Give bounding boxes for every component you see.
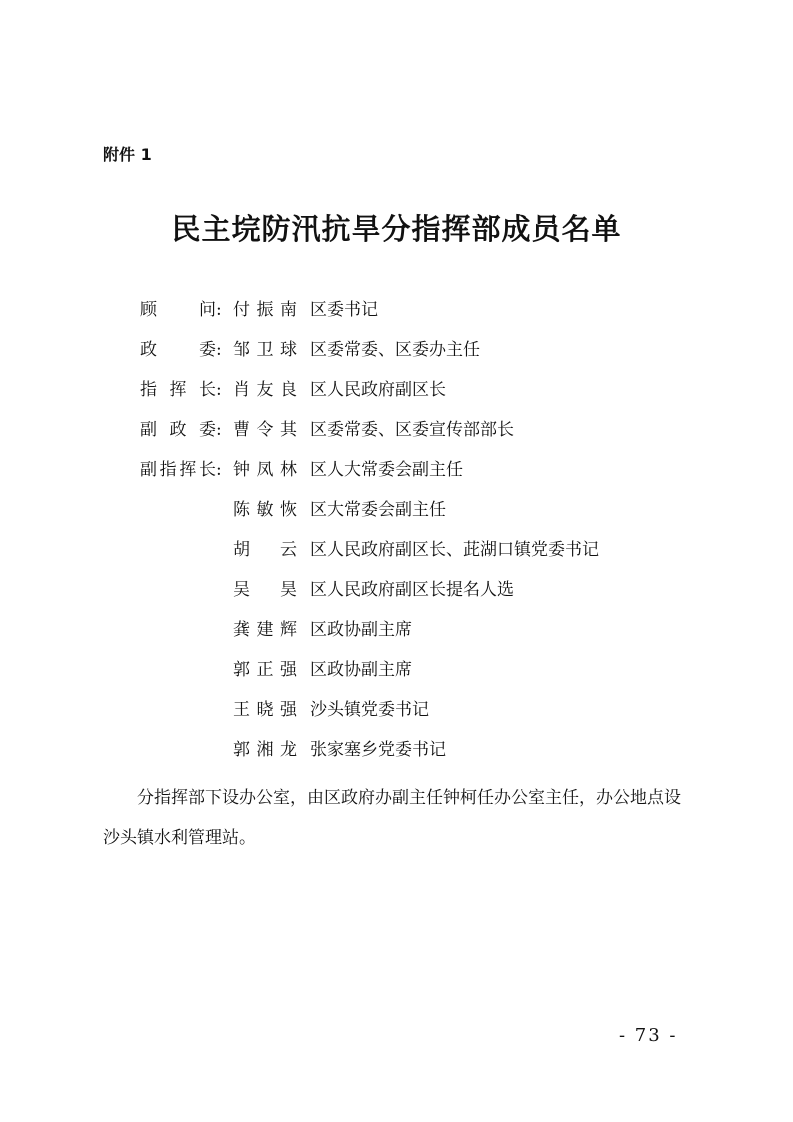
member-role: 副指挥长: [140,460,222,480]
member-row [140,657,700,697]
member-row [140,617,700,657]
member-name: 胡云 [233,540,297,560]
member-row [140,737,700,777]
member-name: 郭湘龙 [233,740,297,760]
member-name: 陈敏恢 [233,500,297,520]
member-role [140,657,232,683]
member-post: 区政协副主席 [310,620,412,640]
member-role [140,737,232,763]
member-role [140,497,232,523]
member-name: 钟凤林 [233,460,297,480]
member-post: 区大常委会副主任 [310,500,446,520]
member-role: 副政委: [140,420,222,440]
member-role: 指挥长: [140,380,222,400]
page-number: - 73 - [619,1025,678,1046]
member-name: 肖友良 [233,380,297,400]
member-name: 龚建辉 [233,620,297,640]
member-post: 区委书记 [310,300,378,320]
member-role: 顾问: [140,300,222,320]
member-name: 吴昊 [233,580,297,600]
member-row [140,697,700,737]
member-name: 曹令其 [233,420,297,440]
member-name: 王晓强 [233,700,297,720]
member-post: 区人民政府副区长提名人选 [310,580,514,600]
member-name: 郭正强 [233,660,297,680]
member-role [140,617,232,643]
member-post: 区委常委、区委办主任 [310,340,480,360]
member-row [140,577,700,617]
member-post: 区人民政府副区长、茈湖口镇党委书记 [310,540,599,560]
member-row [140,417,700,457]
member-role [140,697,232,723]
member-post: 区委常委、区委宣传部部长 [310,420,514,440]
office-note: 分指挥部下设办公室，由区政府办副主任钟柯任办公室主任，办公地点设沙头镇水利管理站。 [103,788,681,848]
member-row [140,537,700,577]
member-role [140,577,232,603]
member-row [140,497,700,537]
member-role [140,537,232,563]
member-name: 邹卫球 [233,340,297,360]
member-row [140,297,700,337]
member-post: 区人民政府副区长 [310,380,446,400]
member-post: 区政协副主席 [310,660,412,680]
member-post: 张家塞乡党委书记 [310,740,446,760]
member-role: 政委: [140,340,222,360]
member-row [140,377,700,417]
member-post: 沙头镇党委书记 [310,700,429,720]
attachment-label: 附件 1 [103,145,152,164]
member-post: 区人大常委会副主任 [310,460,463,480]
member-row [140,457,700,497]
member-row [140,337,700,377]
member-name: 付振南 [233,300,297,320]
document-title: 民主垸防汛抗旱分指挥部成员名单 [171,212,622,246]
member-list [140,297,700,777]
